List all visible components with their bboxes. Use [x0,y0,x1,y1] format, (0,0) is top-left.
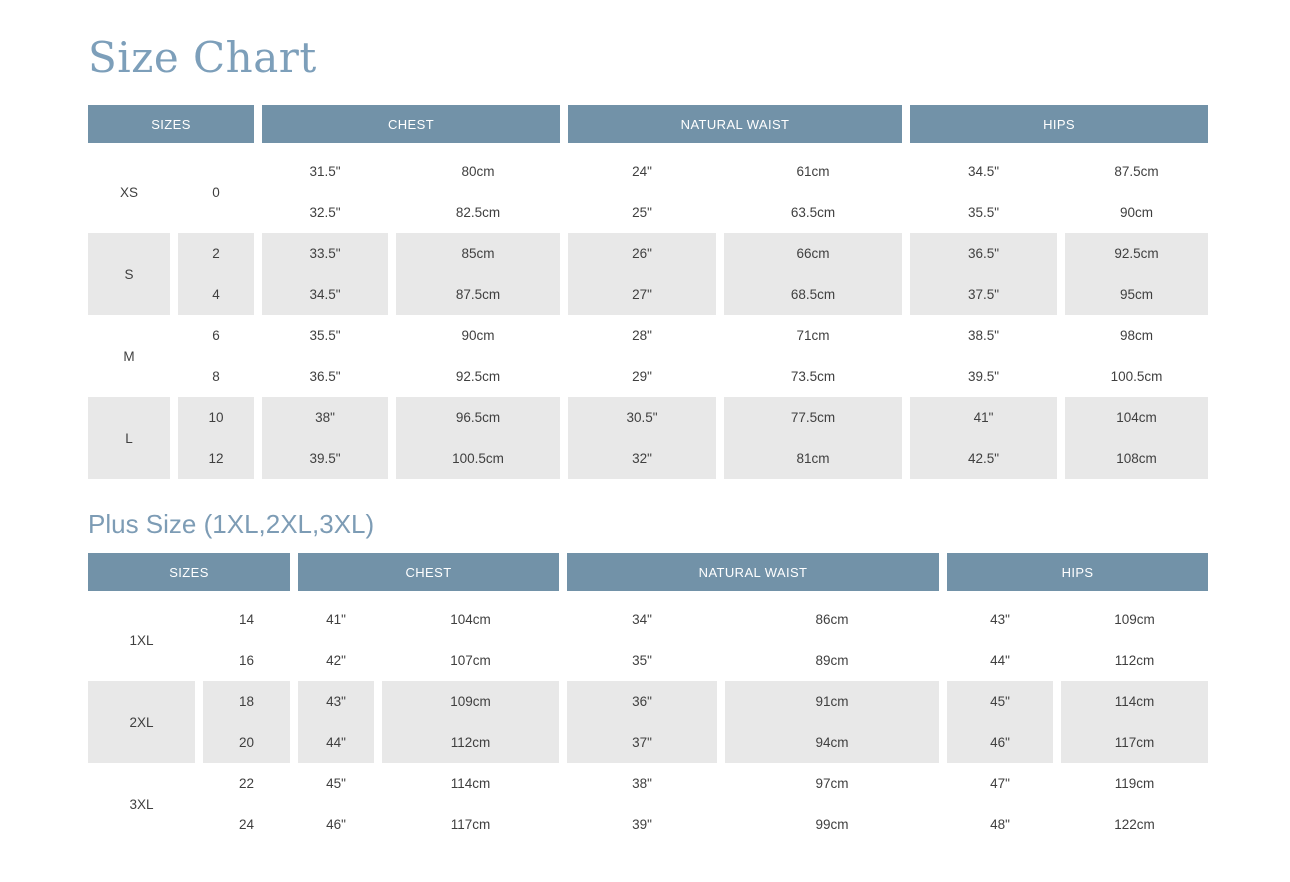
measurement-value: 35" [632,653,652,669]
header-natural-waist: NATURAL WAIST [567,553,939,591]
measurement-value: 97cm [815,776,849,792]
measurement-value: 38" [315,410,335,426]
measurement-value: 34" [632,612,652,628]
hips-cm-cell [1065,397,1208,479]
size-row-2xl [88,681,1208,763]
waist-inches-cell [567,681,717,763]
measurement-value: 112cm [1114,653,1155,669]
measurement-value: 34.5" [309,287,341,303]
measurement-value: 100.5cm [452,451,504,467]
measurement-value: 32.5" [309,205,341,221]
hips-inches-cell [910,143,1057,233]
measurement-value: 114cm [1114,694,1155,710]
header-sizes: SIZES [88,553,290,591]
plus-header-row [88,553,1208,591]
chest-cm-cell [382,591,559,681]
waist-cm-cell [724,315,902,397]
chest-cm-cell [396,397,560,479]
size-row-1xl [88,591,1208,681]
measurement-value: 4 [212,287,220,303]
size-number-cell [178,143,254,233]
measurement-value: 94cm [815,735,849,751]
waist-inches-cell [567,591,717,681]
measurement-value: 47" [990,776,1010,792]
measurement-value: 30.5" [626,410,658,426]
measurement-value: 26" [632,246,652,262]
measurement-value: 43" [326,694,346,710]
measurement-value: 36.5" [309,369,341,385]
measurement-value: 112cm [450,735,491,751]
measurement-value: 38" [632,776,652,792]
measurement-value: 33.5" [309,246,341,262]
chest-inches-cell [262,397,388,479]
plus-size-table [80,553,1216,845]
measurement-value: 98cm [1120,328,1154,344]
waist-inches-cell [567,763,717,845]
size-label-cell [88,315,170,397]
measurement-value: 12 [208,451,224,467]
measurement-value: 61cm [796,164,830,180]
size-label-cell [88,143,170,233]
hips-inches-cell [947,591,1053,681]
regular-table-body [88,143,1208,479]
header-hips: HIPS [947,553,1208,591]
chest-cm-cell [382,681,559,763]
measurement-value: 28" [632,328,652,344]
measurement-value: 6 [212,328,220,344]
hips-cm-cell [1065,233,1208,315]
size-label-cell [88,233,170,315]
waist-cm-cell [725,681,939,763]
header-chest: CHEST [298,553,559,591]
measurement-value: 73.5cm [790,369,836,385]
measurement-value: 117cm [450,817,491,833]
waist-cm-cell [724,233,902,315]
measurement-value: 63.5cm [790,205,836,221]
hips-inches-cell [910,315,1057,397]
measurement-value: 44" [990,653,1010,669]
size-row-l [88,397,1208,479]
measurement-value: 20 [238,735,255,751]
measurement-value: 35.5" [967,205,1000,221]
measurement-value: 114cm [450,776,491,792]
waist-inches-cell [568,143,716,233]
measurement-value: 95cm [1120,287,1154,303]
measurement-value: 89cm [815,653,849,669]
measurement-value: 117cm [1114,735,1155,751]
size-row-s [88,233,1208,315]
measurement-value: 71cm [796,328,830,344]
measurement-value: 82.5cm [455,205,501,221]
chest-inches-cell [298,591,374,681]
measurement-value: 80cm [461,164,495,180]
size-number-cell [203,681,290,763]
header-chest: CHEST [262,105,560,143]
measurement-value: 46" [326,817,346,833]
size-label-text: 1XL [129,632,154,648]
measurement-value: 2 [212,246,220,262]
hips-inches-cell [947,681,1053,763]
size-label-text: M [123,348,135,364]
measurement-value: 43" [990,612,1010,628]
size-label-text: 2XL [129,714,154,730]
measurement-value: 87.5cm [1114,164,1159,180]
measurement-value: 92.5cm [455,369,501,385]
measurement-value: 18 [238,694,255,710]
measurement-value: 38.5" [967,328,1000,344]
header-natural-waist: NATURAL WAIST [568,105,902,143]
measurement-value: 42.5" [967,451,1000,467]
measurement-value: 41" [326,612,346,628]
measurement-value: 29" [632,369,652,385]
header-sizes: SIZES [88,105,254,143]
measurement-value: 90cm [461,328,495,344]
waist-inches-cell [568,397,716,479]
size-number-cell [178,233,254,315]
measurement-value: 119cm [1114,776,1155,792]
waist-inches-cell [568,315,716,397]
hips-inches-cell [910,397,1057,479]
hips-cm-cell [1061,763,1208,845]
size-chart-page [88,0,1208,845]
size-label-cell [88,591,195,681]
measurement-value: 86cm [815,612,849,628]
measurement-value: 41" [973,410,994,426]
measurement-value: 108cm [1116,451,1157,467]
measurement-value: 91cm [815,694,849,710]
measurement-value: 87.5cm [455,287,501,303]
measurement-value: 39" [632,817,652,833]
measurement-value: 109cm [450,694,491,710]
measurement-value: 22 [238,776,255,792]
measurement-value: 37" [632,735,652,751]
measurement-value: 104cm [450,612,491,628]
hips-inches-cell [910,233,1057,315]
measurement-value: 77.5cm [790,410,836,426]
measurement-value: 92.5cm [1114,246,1159,262]
measurement-value: 99cm [815,817,849,833]
regular-size-table [80,105,1216,479]
measurement-value: 100.5cm [1110,369,1163,385]
waist-cm-cell [724,397,902,479]
measurement-value: 16 [238,653,255,669]
size-number-cell [203,591,290,681]
measurement-value: 37.5" [967,287,1000,303]
measurement-value: 109cm [1114,612,1155,628]
measurement-value: 24 [238,817,255,833]
chest-inches-cell [298,763,374,845]
measurement-value: 66cm [796,246,830,262]
chest-inches-cell [262,143,388,233]
chest-cm-cell [382,763,559,845]
size-row-m [88,315,1208,397]
measurement-value: 46" [990,735,1010,751]
size-label-cell [88,397,170,479]
plus-table-body [88,591,1208,845]
size-label-cell [88,763,195,845]
measurement-value: 45" [990,694,1010,710]
waist-cm-cell [724,143,902,233]
plus-size-title: Plus Size (1XL,2XL,3XL) [88,509,375,540]
chest-inches-cell [298,681,374,763]
measurement-value: 32" [632,451,652,467]
measurement-value: 48" [990,817,1010,833]
measurement-value: 45" [326,776,346,792]
size-number-cell [203,763,290,845]
measurement-value: 90cm [1120,205,1154,221]
size-row-3xl [88,763,1208,845]
waist-cm-cell [725,763,939,845]
measurement-value: 10 [208,410,224,426]
measurement-value: 104cm [1116,410,1157,426]
measurement-value: 35.5" [309,328,341,344]
measurement-value: 68.5cm [790,287,836,303]
measurement-value: 81cm [796,451,830,467]
regular-header-row [88,105,1208,143]
size-number-cell [178,315,254,397]
chest-cm-cell [396,143,560,233]
size-label-text: S [124,266,134,282]
chest-inches-cell [262,315,388,397]
measurement-value: 42" [326,653,346,669]
waist-inches-cell [568,233,716,315]
measurement-value: 36.5" [967,246,1000,262]
measurement-value: 8 [212,369,220,385]
measurement-value: 36" [632,694,652,710]
measurement-value: 24" [632,164,652,180]
measurement-value: 85cm [461,246,495,262]
measurement-value: 44" [326,735,346,751]
measurement-value: 39.5" [967,369,1000,385]
measurement-value: 96.5cm [455,410,501,426]
measurement-value: 25" [632,205,652,221]
page-title: Size Chart [88,33,317,82]
measurement-value: 39.5" [309,451,341,467]
size-label-cell [88,681,195,763]
size-row-xs [88,143,1208,233]
size-label-text: 3XL [129,796,154,812]
chest-cm-cell [396,315,560,397]
hips-cm-cell [1065,315,1208,397]
size-label-text: L [125,430,133,446]
size-label-text: XS [119,184,138,200]
waist-cm-cell [725,591,939,681]
measurement-value: 31.5" [309,164,341,180]
chest-cm-cell [396,233,560,315]
measurement-value: 0 [212,184,220,200]
hips-inches-cell [947,763,1053,845]
measurement-value: 34.5" [967,164,1000,180]
measurement-value: 14 [238,612,255,628]
measurement-value: 27" [632,287,652,303]
hips-cm-cell [1065,143,1208,233]
hips-cm-cell [1061,681,1208,763]
hips-cm-cell [1061,591,1208,681]
measurement-value: 107cm [450,653,491,669]
header-hips: HIPS [910,105,1208,143]
measurement-value: 122cm [1114,817,1155,833]
chest-inches-cell [262,233,388,315]
size-number-cell [178,397,254,479]
